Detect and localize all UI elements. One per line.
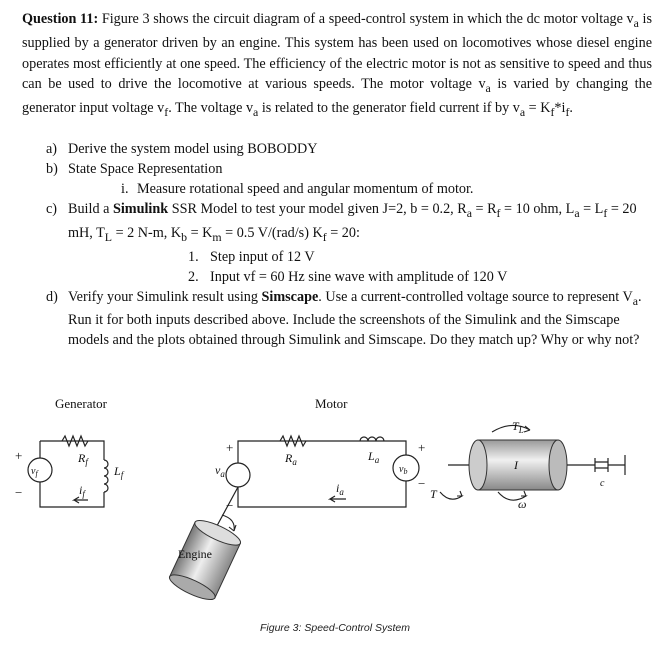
part-b: b) State Space Representation (46, 161, 223, 177)
va-generator (226, 463, 250, 487)
part-c: c) Build a Simulink SSR Model to test your model given J=2, b = 0.2, $R_a = R_f = 10$ ohm, $L_a = L_f = 20$ mH, $T_L = 2$ N-m, $K_b = K_m = 0.5$ V/(rad/s) $K_f = 20$: (46, 201, 637, 244)
question-heading: Question 11: (22, 11, 99, 27)
part-a: a) Derive the system model using BOBODDY (46, 141, 318, 157)
intro-text-1: Figure 3 shows the circuit diagram of a speed-control system in which the dc motor voltage (101, 11, 627, 27)
va-symbol-3: $v_a$ (245, 100, 259, 120)
vf-symbol: $v_f$ (157, 100, 169, 120)
generator-label: Generator (55, 396, 107, 411)
part-c-list-2: 2. Input vf = 60 Hz sine wave with amplitude of 120 V (188, 268, 508, 285)
figure-caption: Figure 3: Speed-Control System (260, 622, 410, 634)
intro-text-5: is related to the generator field current if by (258, 100, 513, 117)
question-parts (46, 139, 646, 350)
motor-label: Motor (315, 396, 348, 411)
ra-label: $R_a$ (285, 451, 297, 467)
lf-label: $L_f$ (114, 464, 124, 480)
part-c-list-1: 1. Step input of 12 V (188, 248, 315, 265)
va-label: $v_a$ (215, 463, 225, 479)
intro-text-3: is varied by changing the generator input voltage (22, 76, 652, 117)
part-b-sub-i: i. Measure rotational speed and angular momentum of motor. (121, 181, 474, 197)
engine-label: Engine (178, 547, 212, 561)
intro-text-2: is supplied by a generator driven by an engine. This system has been used on locomotives whose diesel engine operates most efficiently at one speed. The efficiency of the electric motor is not as sensitive to speed and thus can be used to drive the locomotive at various speeds. The motor voltage (22, 11, 652, 93)
ia-label: $i_a$ (336, 481, 344, 497)
if-label: $i_f$ (79, 483, 85, 499)
rf-label: $R_f$ (78, 451, 88, 467)
va-symbol: $v_a$ (626, 11, 639, 30)
motor-drum (440, 425, 625, 500)
inertia-label: I (514, 458, 518, 472)
torque-label: T (430, 487, 437, 501)
lf-inductor (104, 460, 108, 492)
tl-label: $T_L$ (512, 419, 524, 435)
damping-label: c (600, 478, 605, 489)
part-d: d) Verify your Simulink result using Simscape. Use a current-controlled voltage source to represent $V_a$. Run it for both inputs described above. Include the screenshots of the Simulink and the Simscape models and the plots obtained through Simulink and Simscape. Do they match up? Why or why not? (46, 288, 642, 349)
omega-label: ω (518, 497, 527, 511)
vf-label: $v_f$ (31, 466, 38, 478)
minus-va: − (226, 498, 234, 513)
plus-va: + (226, 440, 234, 455)
plus-vf: + (15, 448, 23, 463)
if-arrow (74, 497, 88, 503)
intro-text-4: . The voltage (168, 100, 246, 117)
motor-loop (238, 441, 406, 507)
relation-equation: $v_a = K_f*i_f$. (512, 100, 573, 120)
minus-vb: − (418, 476, 426, 491)
minus-vf: − (15, 485, 23, 500)
circuit-figure (0, 380, 671, 640)
question-paragraph (22, 9, 652, 123)
vb-label: $v_b$ (399, 464, 408, 476)
la-label: $L_a$ (368, 449, 380, 465)
va-symbol-2: $v_a$ (478, 76, 491, 95)
plus-vb: + (418, 440, 426, 455)
